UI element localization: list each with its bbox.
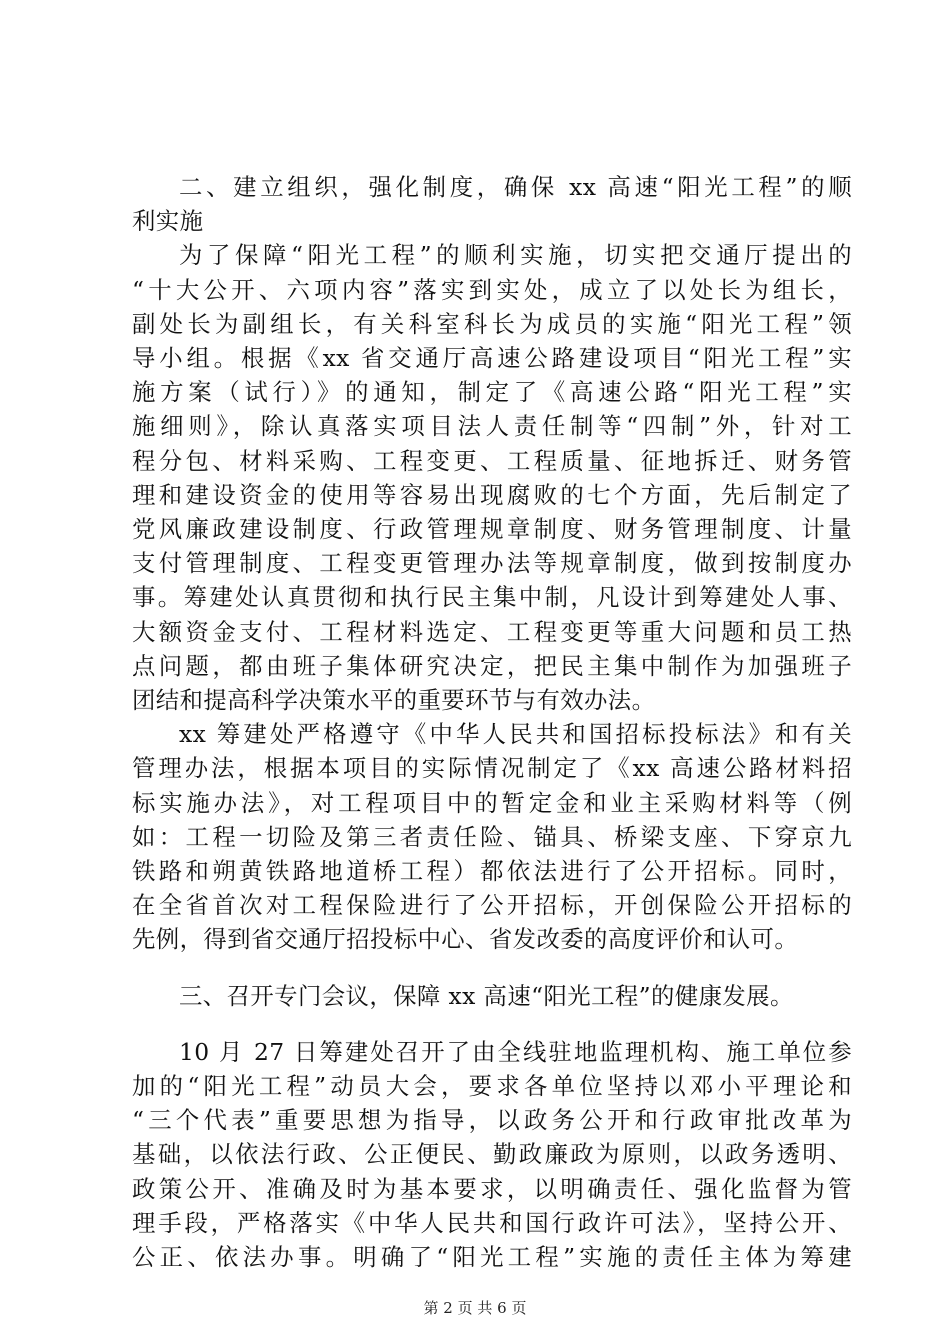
paragraph-line: 10 月 27 日筹建处召开了由全线驻地监理机构、施工单位参 — [179, 1038, 852, 1066]
paragraph-line: 导小组。根据《xx 省交通厅高速公路建设项目“阳光工程”实 — [132, 344, 852, 372]
paragraph-line: 事。筹建处认真贯彻和执行民主集中制，凡设计到筹建处人事、 — [132, 583, 852, 611]
paragraph-line: 为了保障“阳光工程”的顺利实施，切实把交通厅提出的 — [179, 241, 852, 269]
section-heading-3: 三、召开专门会议，保障 xx 高速“阳光工程”的健康发展。 — [179, 982, 794, 1010]
paragraph-line: 铁路和朔黄铁路地道桥工程）都依法进行了公开招标。同时， — [132, 857, 852, 885]
paragraph-line: 程分包、材料采购、工程变更、工程质量、征地拆迁、财务管 — [132, 447, 852, 475]
paragraph-line: 标实施办法》，对工程项目中的暂定金和业主采购材料等（例 — [132, 789, 852, 817]
paragraph-line: 如：工程一切险及第三者责任险、锚具、桥梁支座、下穿京九 — [132, 823, 852, 851]
paragraph-line: 政策公开、准确及时为基本要求，以明确责任、强化监督为管 — [132, 1175, 852, 1203]
paragraph-line: 理和建设资金的使用等容易出现腐败的七个方面，先后制定了 — [132, 481, 852, 509]
paragraph-line: 基础，以依法行政、公正便民、勤政廉政为原则，以政务透明、 — [132, 1140, 852, 1168]
paragraph-line: 先例，得到省交通厅招投标中心、省发改委的高度评价和认可。 — [132, 925, 799, 953]
paragraph-line: 在全省首次对工程保险进行了公开招标，开创保险公开招标的 — [132, 891, 852, 919]
paragraph-line: 副处长为副组长，有关科室科长为成员的实施“阳光工程”领 — [132, 310, 852, 338]
section-heading-2-line-1: 二、建立组织，强化制度，确保 xx 高速“阳光工程”的顺 — [179, 173, 852, 201]
paragraph-line: “十大公开、六项内容”落实到实处，成立了以处长为组长， — [132, 276, 852, 304]
paragraph-line: 理手段，严格落实《中华人民共和国行政许可法》，坚持公开、 — [132, 1209, 852, 1237]
page-number-footer: 第 2 页 共 6 页 — [423, 1299, 527, 1317]
paragraph-line: 大额资金支付、工程材料选定、工程变更等重大问题和员工热 — [132, 618, 852, 646]
paragraph-line: “三个代表”重要思想为指导，以政务公开和行政审批改革为 — [132, 1106, 852, 1134]
paragraph-line: 施细则》，除认真落实项目法人责任制等“四制”外，针对工 — [132, 412, 852, 440]
paragraph-line: 党风廉政建设制度、行政管理规章制度、财务管理制度、计量 — [132, 515, 852, 543]
paragraph-line: 团结和提高科学决策水平的重要环节与有效办法。 — [132, 686, 656, 714]
paragraph-line: 加的“阳光工程”动员大会，要求各单位坚持以邓小平理论和 — [132, 1072, 852, 1100]
section-heading-2-line-2: 利实施 — [132, 207, 204, 235]
paragraph-line: 点问题，都由班子集体研究决定，把民主集中制作为加强班子 — [132, 652, 852, 680]
paragraph-line: 施方案（试行）》的通知，制定了《高速公路“阳光工程”实 — [132, 378, 852, 406]
paragraph-line: xx 筹建处严格遵守《中华人民共和国招标投标法》和有关 — [179, 720, 852, 748]
paragraph-line: 公正、依法办事。明确了“阳光工程”实施的责任主体为筹建 — [132, 1243, 852, 1271]
paragraph-line: 支付管理制度、工程变更管理办法等规章制度，做到按制度办 — [132, 549, 852, 577]
paragraph-line: 管理办法，根据本项目的实际情况制定了《xx 高速公路材料招 — [132, 754, 852, 782]
